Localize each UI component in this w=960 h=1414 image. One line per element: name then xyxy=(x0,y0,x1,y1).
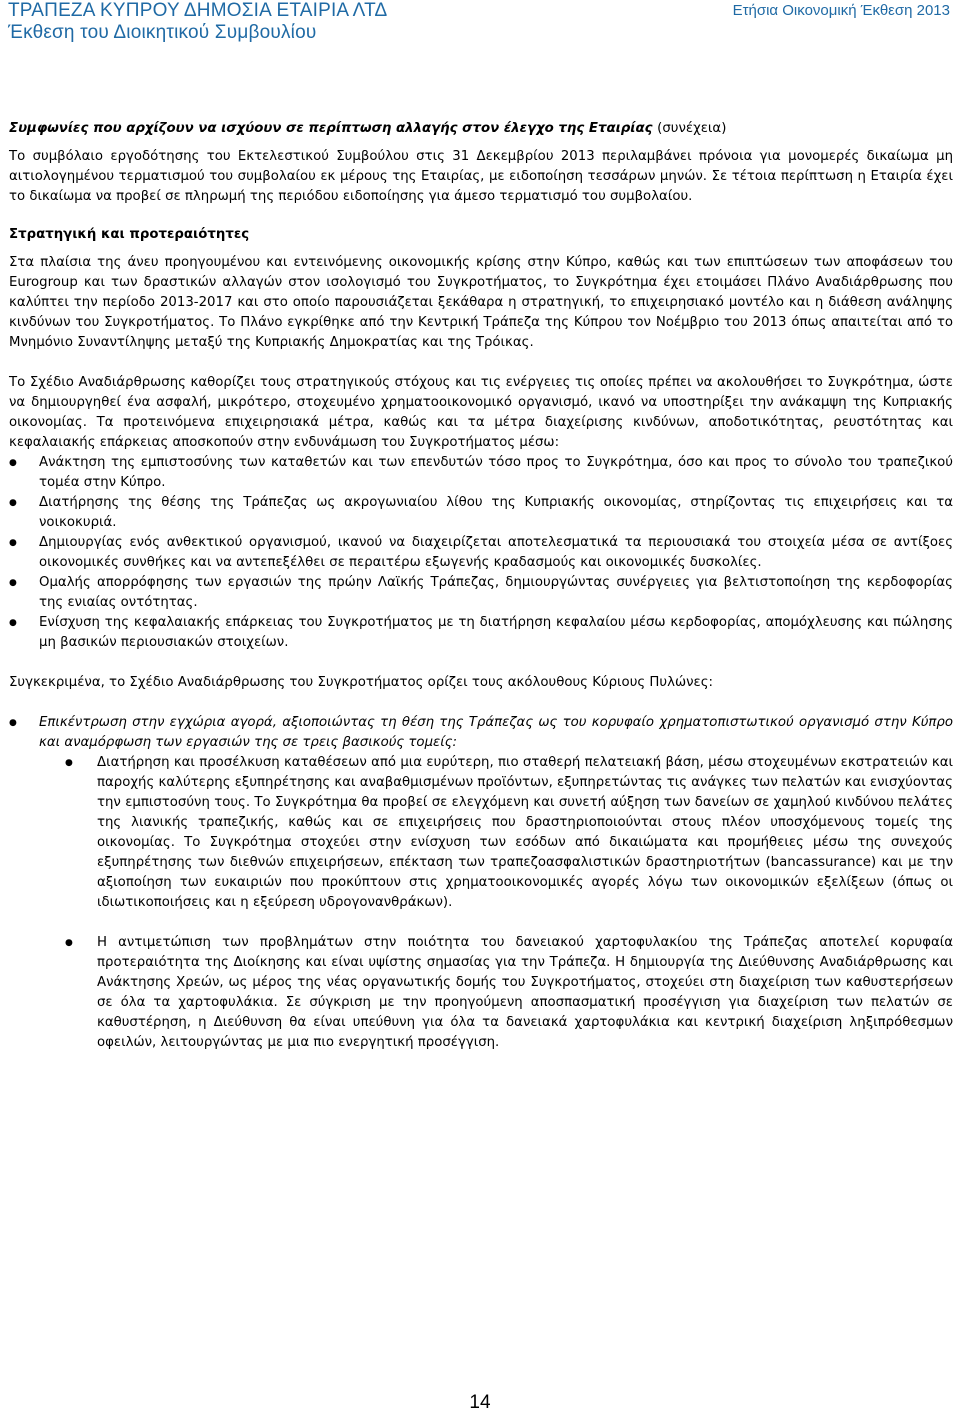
paragraph-restructuring-objectives: Το Σχέδιο Αναδιάρθρωσης καθορίζει τους στρατηγικούς στόχους και τις ενέργειες τις οποίες πρέπει να ακολουθήσει το Συγκρότημα, ώστε να δημιουργηθεί ένα ασφαλή, μικρότερο, στοχευμένο χρηματοοικονομικό οργανισμό, ικανό να υποστηρίξει την ανάκαμψη της Κυπριακής οικονομίας. Τα προτεινόμενα επιχειρησιακά μέτρα, καθώς και τα μέτρα διαχείρισης κινδύνων, αποδοτικότητας, ρευστότητας και κεφαλαιακής επάρκειας αποσκοπούν στην ενδυνάμωση του Συγκροτήματος μέσω: xyxy=(9,375,953,450)
list-item: ● Η αντιμετώπιση των προβλημάτων στην ποιότητα του δανειακού χαρτοφυλακίου της Τράπεζας αποτελεί κορυφαία προτεραιότητα της Διοίκησης και είναι υψίστης σημασίας για την Τράπεζα. Η δημιουργία της Διεύθυνσης Αναδιάρθρωσης και Ανάκτησης Χρεών, ως μέρος της νέας οργανωτικής δομής του Συγκροτήματος, στοχεύει στη διαχείριση των καθυστερήσεων σε όλα τα χαρτοφυλάκια. Σε σύγκριση με την προηγούμενη αποσπασματική προσέγγιση για διαχείριση των πελατών σε καθυστέρηση, η Διεύθυνση θα είναι υπεύθυνη για όλα τα δανειακά χαρτοφυλάκια και κεντρική διαχείριση ληξιπρόθεσμων οφειλών, λειτουργώντας με μια πιο ενεργητική προσέγγιση. xyxy=(9,933,953,1053)
report-section-name: Έκθεση του Διοικητικού Συμβουλίου xyxy=(8,22,317,43)
page-header xyxy=(0,0,960,48)
pillars-list xyxy=(9,713,953,753)
page-number: 14 xyxy=(469,1392,491,1413)
paragraph-restructuring-plan: Στα πλαίσια της άνευ προηγουμένου και εντεινόμενης οικονομικής κρίσης στην Κύπρο, καθώς και των επιπτώσεων των αποφάσεων του Eurogroup και των δραστικών αλλαγών στον ισολογισμό του Συγκροτήματος, το Συγκρότημα έχει ετοιμάσει Πλάνο Αναδιάρθρωσης που καλύπτει την περίοδο 2013-2017 και στο οποίο παρουσιάζεται ξεκάθαρα η στρατηγική, το επιχειρησιακό μοντέλο και η διάθεση ανάληψης κινδύνων του Συγκροτήματος. Το Πλάνο εγκρίθηκε από την Κεντρική Τράπεζα της Κύπρου τον Νοέμβριο του 2013 όπως απαιτείται από το Μνημόνιο Συναντίληψης μεταξύ της Κυπριακής Δημοκρατίας και της Τρόικας. xyxy=(9,255,953,350)
list-item: ● Ομαλής απορρόφησης των εργασιών της πρώην Λαϊκής Τράπεζας, δημιουργώντας συνέργειες για βελτιστοποίηση της κερδοφορίας της ενιαίας οντότητας. xyxy=(9,573,953,613)
paragraph-employment-contract: Το συμβόλαιο εργοδότησης του Εκτελεστικού Συμβούλου στις 31 Δεκεμβρίου 2013 περιλαμβάνει πρόνοια για μονομερές δικαίωμα μη αιτιολογημένου τερματισμού του συμβολαίου εκ μέρους της Εταιρίας, με ειδοποίηση τεσσάρων μηνών. Σε τέτοια περίπτωση η Εταιρία έχει το δικαίωμα να προβεί σε πληρωμή της περιόδου ειδοποίησης για άμεσο τερματισμό του συμβολαίου. xyxy=(9,149,953,204)
pillar-sub-list xyxy=(9,753,953,1053)
list-item: ● Δημιουργίας ενός ανθεκτικού οργανισμού, ικανού να διαχειρίζεται αποτελεσματικά τα περιουσιακά του στοιχεία μέσα σε αντίξοες οικονομικές συνθήκες και να αντεπεξέλθει σε περαιτέρω εξωγενής κραδασμούς και οικονομικές δυσκολίες. xyxy=(9,533,953,573)
paragraph-main-pillars: Συγκεκριμένα, το Σχέδιο Αναδιάρθρωσης του Συγκροτήματος ορίζει τους ακόλουθους Κύριους Πυλώνες: xyxy=(9,675,714,690)
section-title-text: Συμφωνίες που αρχίζουν να ισχύουν σε περίπτωση αλλαγής στον έλεγχο της Εταιρίας xyxy=(9,121,653,136)
report-name: Ετήσια Οικονομική Έκθεση 2013 xyxy=(732,2,950,19)
section-title-strategy: Στρατηγική και προτεραιότητες xyxy=(9,227,250,242)
company-name: ΤΡΑΠΕΖΑ ΚΥΠΡΟΥ ΔΗΜΟΣΙΑ ΕΤΑΙΡΙΑ ΛΤΔ xyxy=(8,0,388,21)
list-item: ● Επικέντρωση στην εγχώρια αγορά, αξιοποιώντας τη θέση της Τράπεζας ως του κορυφαίο χρηματοπιστωτικού οργανισμό στην Κύπρο και αναμόρφωση των εργασιών της σε τρεις βασικούς τομείς: xyxy=(9,713,953,753)
list-item: ● Διατήρησης της θέσης της Τράπεζας ως ακρογωνιαίου λίθου της Κυπριακής οικονομίας, στηρίζοντας τις επιχειρήσεις και τα νοικοκυριά. xyxy=(9,493,953,533)
objectives-list xyxy=(9,453,953,653)
list-item: ● Ανάκτηση της εμπιστοσύνης των καταθετών και των επενδυτών τόσο προς το Συγκρότημα, όσο και προς το σύνολο του τραπεζικού τομέα στην Κύπρο. xyxy=(9,453,953,493)
section-title-suffix: (συνέχεια) xyxy=(657,121,727,136)
list-item: ● Διατήρηση και προσέλκυση καταθέσεων από μια ευρύτερη, πιο σταθερή πελατειακή βάση, μέσω στοχευμένων εκστρατειών και παροχής καλύτερης εξυπηρέτησης και αναβαθμισμένων προϊόντων, εξυπηρετώντας τις ανάγκες των πελατών και ενισχύοντας την εμπιστοσύνη τους. Το Συγκρότημα θα προβεί σε ελεγχόμενη και συνετή αύξηση των δανείων σε χαμηλού κινδύνου πελάτες της λιανικής τραπεζικής, καθώς και σε επιχειρήσεις που δραστηριοποιούνται στους πλέον υποσχόμενους τομείς της οικονομίας. Το Συγκρότημα στοχεύει στην ενίσχυση των εσόδων από δικαιώματα και προμήθειες μέσω της συνεχούς εξυπηρέτησης των διεθνών επιχειρήσεων, επέκταση των τραπεζοασφαλιστικών δραστηριοτήτων (bancassurance) και με την αξιοποίηση των ευκαιριών που προκύπτουν στις χρηματοοικονομικές αγορές λόγω των οικονομικών εξελίξεων (όπως οι ιδιωτικοποιήσεις και η εξεύρεση υδρογονανθράκων). xyxy=(9,753,953,913)
document-body xyxy=(9,119,953,1053)
section-title-change-of-control xyxy=(9,119,953,139)
list-item: ● Ενίσχυση της κεφαλαιακής επάρκειας του Συγκροτήματος με τη διατήρηση κεφαλαίου μέσω κερδοφορίας, απομόχλευσης και πώλησης μη βασικών περιουσιακών στοιχείων. xyxy=(9,613,953,653)
